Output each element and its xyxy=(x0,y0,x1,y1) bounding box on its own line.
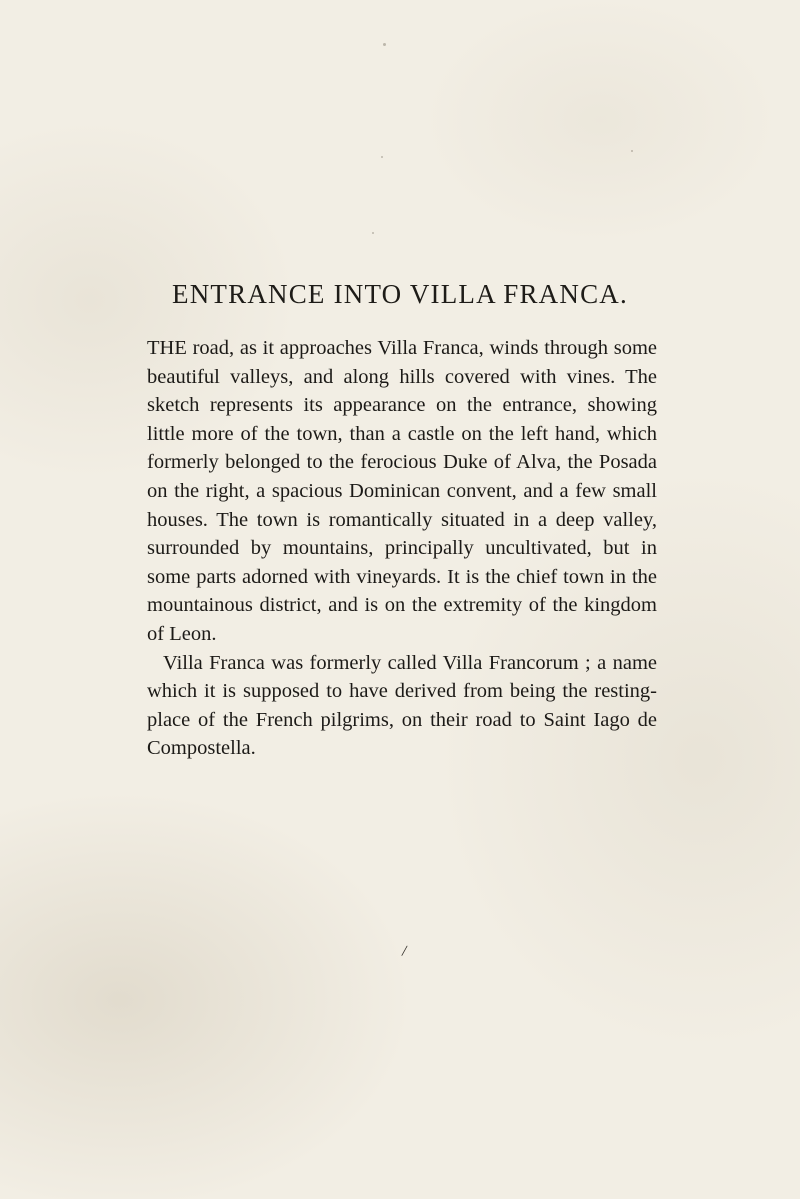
body-text xyxy=(147,334,657,763)
stray-pencil-mark: / xyxy=(400,942,408,961)
paper-speck xyxy=(372,232,374,234)
chapter-heading: ENTRANCE INTO VILLA FRANCA. xyxy=(172,279,628,309)
paper-speck xyxy=(383,43,386,46)
paragraph-2: Villa Franca was formerly called Villa Francorum ; a name which it is supposed to have derived from being the resting-place of the French pilgrims, on their road to Saint Iago de Compostella. xyxy=(147,651,657,760)
paper-speck xyxy=(631,150,633,152)
paper-speck xyxy=(381,156,383,158)
paragraph-1: THE road, as it approaches Villa Franca, winds through some beautiful valleys, and along hills covered with vines. The sketch represents its appearance on the entrance, showing little more of the town, than a castle on the left hand, which formerly belonged to the ferocious Duke of Alva, the Posada on the right, a spacious Dominican convent, and a few small houses. The town is romantically situated in a deep valley, surrounded by mountains, principally uncultivated, but in some parts adorned with vineyards. It is the chief town in the mountainous district, and is on the extremity of the kingdom of Leon. xyxy=(147,337,657,645)
